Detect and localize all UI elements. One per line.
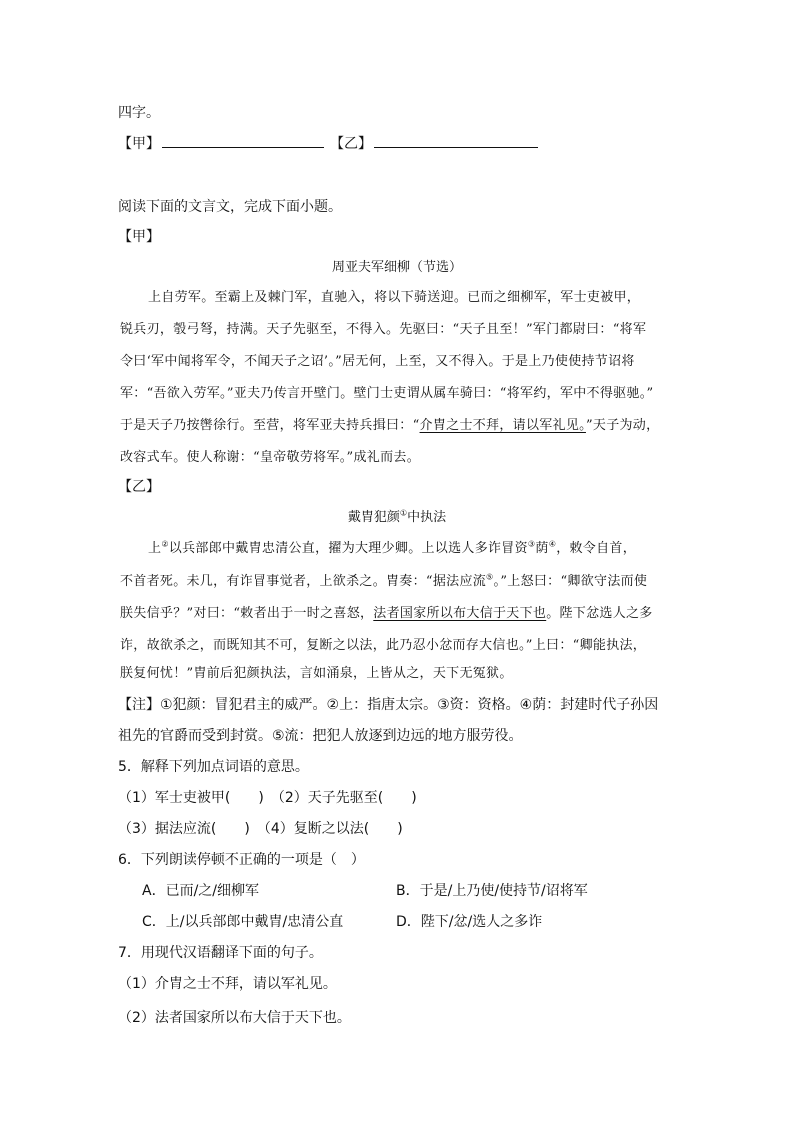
text-segment: 以兵部郎中戴胄忠清公直，擢为大理少卿。上以选人多诈冒资 [168,541,528,556]
passage-yi-line [148,539,636,559]
text-segment: ，敕令自首， [556,541,636,556]
note-ref: ② [161,539,169,549]
passage-title-jia: 周亚夫军细柳（节选） [331,260,462,275]
title-segment: 中执法 [407,510,447,525]
question-7-sentence: （2）法者国家所以布大信于天下也。 [118,1010,351,1026]
answer-blank-yi[interactable] [374,133,538,148]
label-yi: 【乙】 [330,136,372,152]
underlined-sentence: 法者国家所以布大信于天下也 [373,606,547,621]
answer-blanks-row [118,133,544,154]
instruction: 阅读下面的文言文，完成下面小题。 [118,199,342,215]
notes-line: 祖先的官爵而受到封赏。⑤流：把犯人放逐到边远的地方服劳役。 [118,728,523,744]
passage-yi-line: 朕复何忧！”胄前后犯颜执法，言如涌泉，上皆从之，天下无冤狱。 [120,666,513,681]
title-segment: 戴胄犯颜 [347,510,400,525]
option-d[interactable]: D．陛下/忿/选人之多诈 [396,914,543,930]
option-c[interactable]: C．上/以兵部郎中戴胄/忠清公直 [142,914,344,930]
note-ref: ③ [527,539,536,549]
passage-title-yi [0,508,794,528]
text-segment: 朕失信乎？”对曰：“敕者出于一时之喜怒， [120,606,374,621]
option-b[interactable]: B．于是/上乃使/使持节/诏将军 [396,883,588,899]
text-segment: 。陛下忿选人之多 [546,606,653,621]
note-ref: ④ [548,539,557,549]
question-7-sentence: （1）介胄之士不拜，请以军礼见。 [118,976,337,992]
notes-line: 【注】①犯颜：冒犯君主的威严。②上：指唐太宗。③资：资格。④荫：封建时代子孙因 [118,697,659,713]
text-segment: 。”上怒曰：“卿欲守法而使 [493,574,648,589]
note-ref: ⑤ [486,572,494,582]
text-segment: ”天子为动， [585,418,660,433]
section-tag-jia: 【甲】 [118,229,160,245]
passage-yi-line [120,604,653,624]
section-tag-yi: 【乙】 [118,479,160,495]
question-7-stem: 7．用现代汉语翻译下面的句子。 [118,945,323,961]
passage-jia-line: 军：“吾欲入劳军。”亚夫乃传言开壁门。壁门士吏谓从属车骑曰：“将军约，军中不得驱驰。” [120,386,654,401]
passage-jia-line: 上自劳军。至霸上及棘门军，直驰入，将以下骑送迎。已而之细柳军，军士吏被甲， [148,290,641,305]
text-segment: 荫 [535,541,549,556]
question-5-stem: 5．解释下列加点词语的意思。 [118,759,309,775]
label-jia: 【甲】 [118,136,160,152]
underlined-sentence: 介胄之士不拜，请以军礼见。 [419,418,586,433]
option-a[interactable]: A．已而/之/细柳军 [142,883,260,899]
passage-jia-line [120,416,659,436]
question-5-row: （1）军士吏被甲( ) （2）天子先驱至( ) [118,790,417,806]
question-6-stem: 6．下列朗读停顿不正确的一项是（ ） [118,852,365,868]
answer-blank-jia[interactable] [162,133,324,148]
text-segment: 上 [148,541,162,556]
passage-yi-line [120,572,647,592]
question-5-row: （3）据法应流( ) （4）复断之以法( ) [118,821,403,837]
passage-jia-line: 令曰‘军中闻将军令，不闻天子之诏’。”居无何，上至，又不得入。于是上乃使使持节诏将 [120,354,635,369]
passage-jia-line: 改容式车。使人称谢：“皇帝敬劳将军。”成礼而去。 [120,450,420,465]
previous-question-tail: 四字。 [118,105,160,121]
note-ref: ① [399,508,408,518]
passage-yi-line: 诈，故欲杀之，而既知其不可，复断之以法，此乃忍小忿而存大信也。”上曰：“卿能执法， [120,638,647,653]
text-segment: 不首者死。未几，有诈冒事觉者，上欲杀之。胄奏：“据法应流 [120,574,487,589]
passage-jia-line: 锐兵刃，彀弓弩，持满。天子先驱至，不得入。先驱曰：“天子且至！”军门都尉曰：“将军 [120,322,647,337]
text-segment: 于是天子乃按辔徐行。至营，将军亚夫持兵揖曰：“ [120,418,420,433]
